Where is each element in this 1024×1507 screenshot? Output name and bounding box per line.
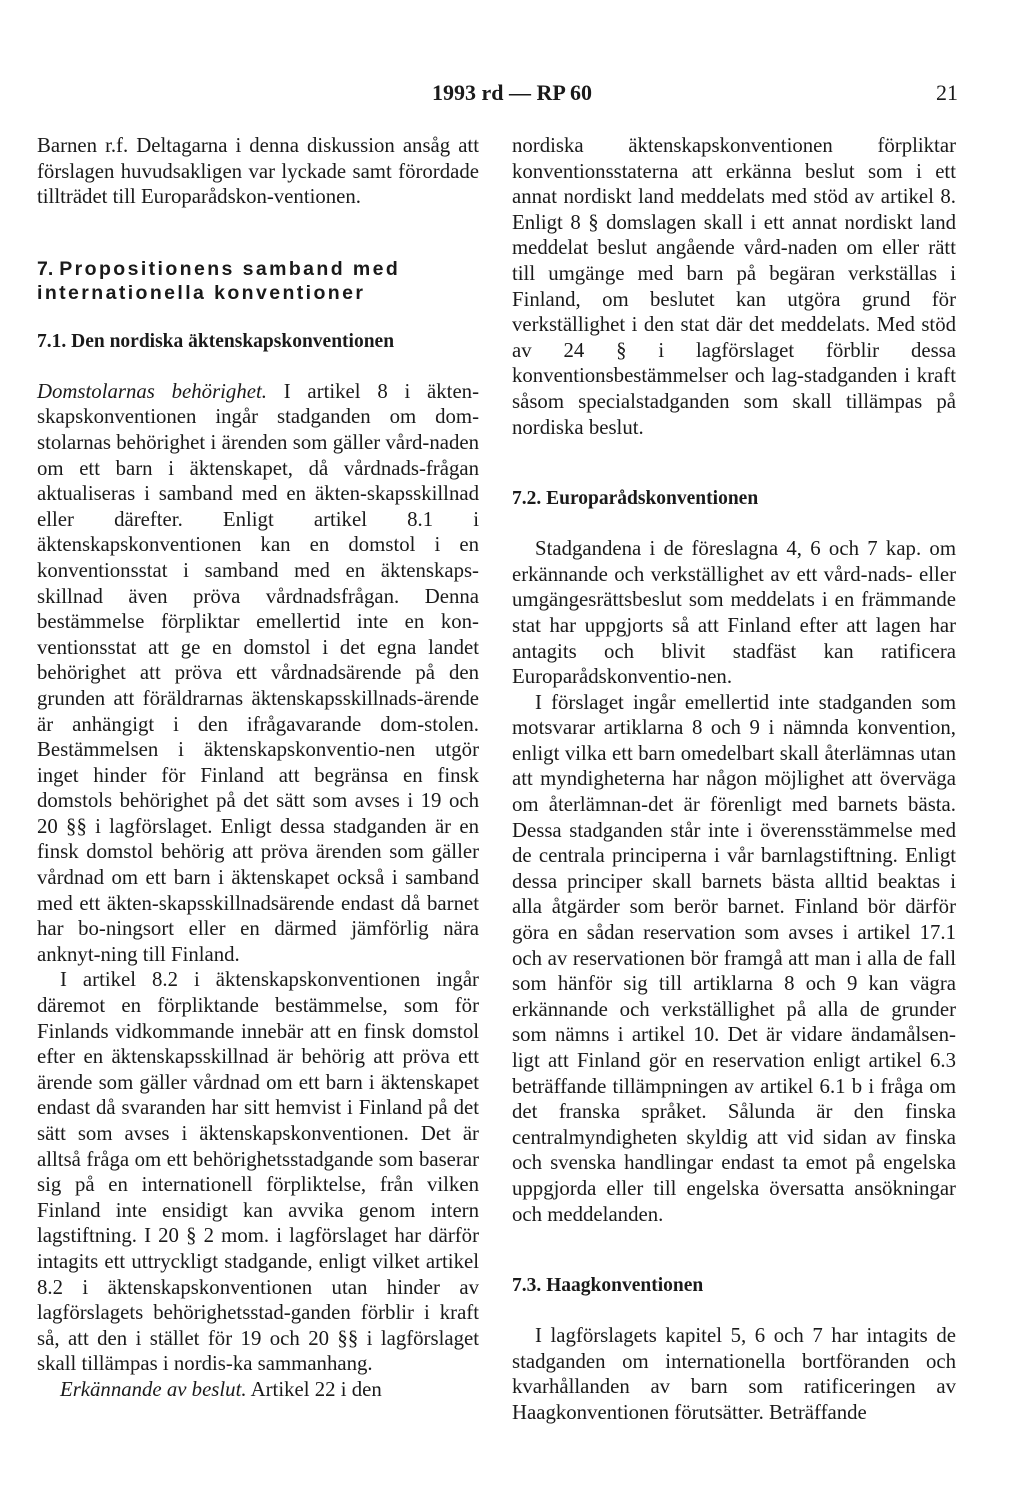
paragraph-domstol	[37, 379, 479, 968]
subsection-7-3-heading: 7.3. Haagkonventionen	[512, 1275, 704, 1297]
subsection-7-2-heading: 7.2. Europarådskonventionen	[512, 488, 759, 510]
paragraph-continuation: nordiska äktenskapskonventionen förpliktar konventionsstaterna att erkänna beslut som i ett annat nordiskt land meddelats med stöd av artikel 8. Enligt 8 § domslagen skall i ett annat nordiskt land meddelat beslut angående vård-naden om eller rätt till umgänge med barn på begäran verkställas i Finland, om beslutet kan utgöra grund för verkställighet i den stat där det meddelats. Med stöd av 24 § i lagförslaget förblir dessa konventionsbestämmelser och lag-stadganden i kraft såsom specialstadganden som skall tillämpas på nordiska beslut.	[512, 134, 956, 439]
paragraph-artikel-8-2: I artikel 8.2 i äktenskapskonventionen ingår däremot en förpliktande bestämmelse, som för Finlands vidkommande innebär att en finsk domstol efter en äktenskapsskillnad är behörig att pröva ett ärende som gäller vårdnad om ett barn i äktenskapet endast då svaranden har sitt hemvist i Finland på det sätt som avses i äktenskapskonventionen. Det är alltså fråga om ett behörighetsstadgande som baserar sig på en internationell förpliktelse, från vilken Finland inte ensidigt kan avvika genom intern lagstiftning. I 20 § 2 mom. i lagförslaget har därför intagits ett uttryckligt stadgande, enligt vilket artikel 8.2 i äktenskapskonventionen utan hinder av lagförslagets behörighetsstad-ganden förblir i kraft så, att den i stället för 19 och 20 §§ i lagförslaget skall tillämpas i nordis-ka sammanhang.	[37, 968, 479, 1376]
paragraph-forslaget: I förslaget ingår emellertid inte stadganden som motsvarar artiklarna 8 och 9 i nämnda konvention, enligt vilka ett barn omedelbart skall återlämnas utan att myndigheterna har någon möjlighet att överväga om återlämnan-det är förenligt med barnets bästa. Dessa stadganden står inte i överensstämmelse med de centrala principerna i vår barnlagstiftning. Enligt dessa principer skall barnets bästa alltid beaktas i alla åtgärder som berör barnet. Finland bör därför göra en sådan reservation som avses i artikel 17.1 och av reservationen bör framgå att man i alla de fall som hänför sig till artiklarna 8 och 9 kan vägra erkännande och verkställighet på alla de grunder som nämns i artikel 10. Det är vidare ändamålsen-ligt att Finland gör en reservation enligt artikel 6.3 beträffande tillämpningen av artikel 6.1 b i fråga om det franska språket. Sålunda är den finska centralmyndigheten skyldig att vid sidan av finska och svenska handlingar endast ta emot på engelska uppgjorda eller till engelska översatta ansökningar och meddelanden.	[512, 690, 956, 1226]
paragraph-stadgandena: Stadgandena i de föreslagna 4, 6 och 7 kap. om erkännande och verkställighet av ett vård-nads- eller umgängesrättsbeslut som meddelats i en främmande stat har uppgjorts så att Finland efter att lagen har antagits och blivit stadfäst kan ratificera Europarådskonventio-nen.	[512, 537, 956, 689]
left-column	[37, 133, 479, 1403]
subsection-7-1-heading: 7.1. Den nordiska äktenskapskonventionen	[37, 330, 395, 352]
section-7-heading	[37, 257, 479, 305]
intro-paragraph: Barnen r.f. Deltagarna i denna diskussion ansåg att förslagen huvudsakligen var lyckade samt förordade tillträdet till Europarådskon-ventionen.	[37, 134, 479, 209]
running-header	[0, 80, 1024, 110]
page-number: 21	[936, 80, 958, 105]
paragraph-erkannande-lead: Erkännande av beslut.	[60, 1377, 247, 1401]
paragraph-erkannande	[37, 1377, 479, 1403]
paragraph-domstol-text: I artikel 8 i äkten-skapskonventionen ingår stadganden om dom-stolarnas behörighet i ärenden som gäller vård-naden om ett barn i äktenskapet, då vårdnads-frågan aktualiseras i samband med en äkten-skapsskillnad eller därefter. Enligt artikel 8.1 i äktenskapskonventionen kan en domstol i en konventionsstat i samband med en äktenskaps-skillnad även pröva vårdnadsfrågan. Denna bestämmelse förpliktar emellertid inte en kon-ventionsstat att ge en domstol i det egna landet behörighet att pröva ett vårdnadsärende på den grunden att föräldrarnas äktenskapsskillnads-ärende är anhängigt i den ifrågavarande dom-stolen. Bestämmelsen i äktenskapskonventio-nen utgör inget hinder för Finland att begränsa en finsk domstols behörighet på det sätt som avses i 19 och 20 §§ i lagförslaget. Enligt dessa stadganden är en finsk domstol behörig att pröva ärenden som gäller vårdnad om ett barn i äktenskapet också i samband med ett äkten-skapsskillnadsärende endast då barnet har bo-ningsort eller en därmed jämförlig nära anknyt-ning till Finland.	[37, 379, 479, 966]
right-column	[512, 133, 956, 1426]
paragraph-haag: I lagförslagets kapitel 5, 6 och 7 har intagits de stadganden om internationella bortföranden och kvarhållanden av barn som ratificeringen av Haagkonventionen förutsätter. Beträffande	[512, 1324, 956, 1424]
paragraph-erkannande-text: Artikel 22 i den	[246, 1377, 382, 1401]
paragraph-domstol-lead: Domstolarnas behörighet.	[37, 379, 267, 403]
running-title: 1993 rd — RP 60	[431, 80, 593, 105]
section-7-number: 7.	[37, 257, 54, 280]
section-7-title: Propositionens samband med internationella konventioner	[37, 257, 401, 304]
